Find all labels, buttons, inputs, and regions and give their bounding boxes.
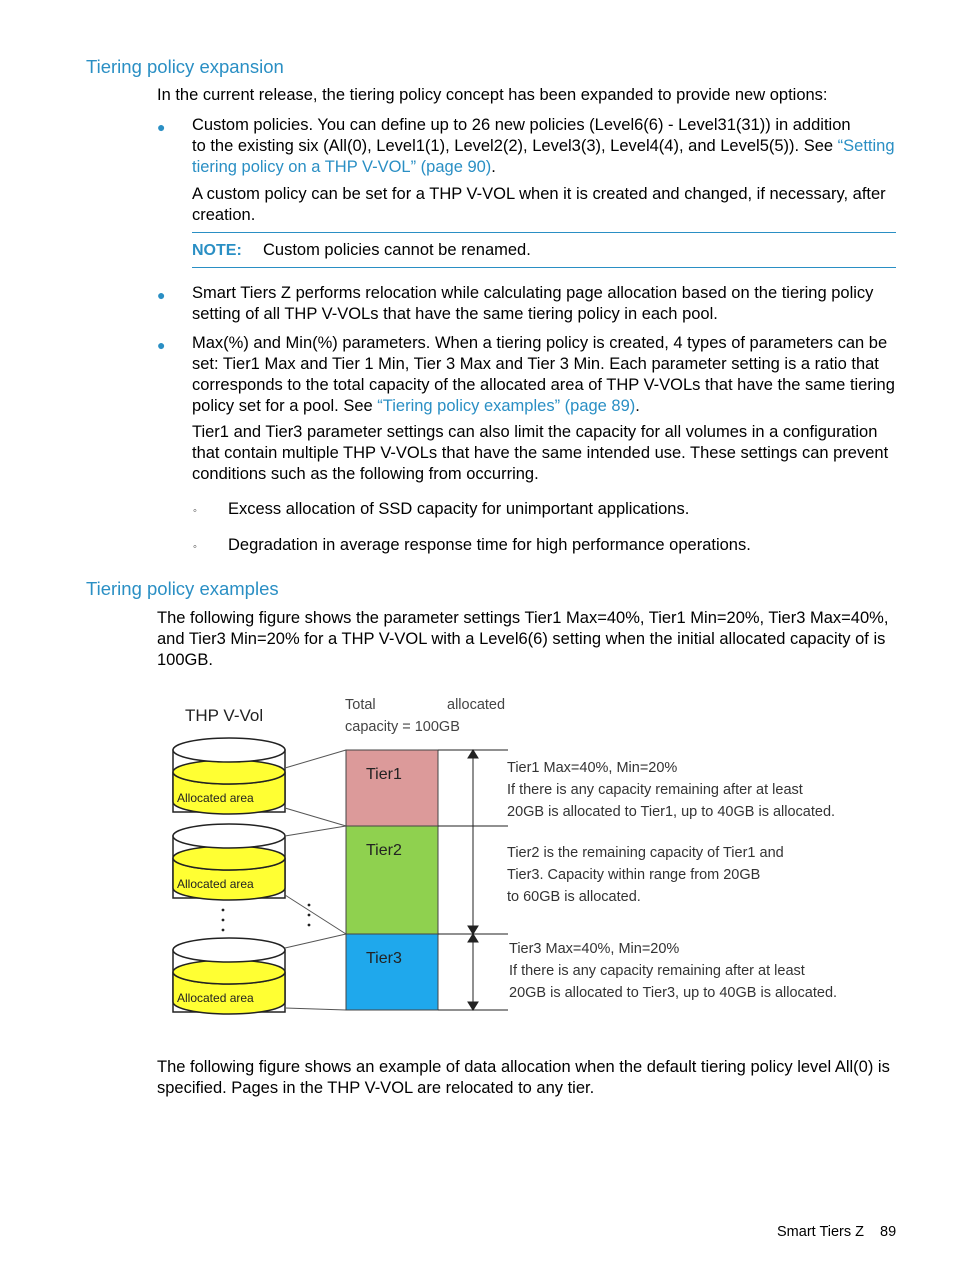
sub-bullet-icon: ◦ (193, 541, 197, 553)
tier-block (346, 750, 438, 826)
tier-descriptions (507, 760, 837, 1001)
footer-title: Smart Tiers Z (777, 1224, 865, 1240)
bullet3-suffix: . (635, 397, 640, 415)
disk-cylinder (173, 824, 285, 900)
bullet3-text: Max(%) and Min(%) parameters. When a tiering policy is created, 4 types of parameters can be set: Tier1 Max and Tier 1 Min, Tier 3 Max and Tier 3 Min. Each parameter setting is a ratio that corresponds to the total capacity of the allocated area of THP V-VOLs that have the same tiering policy set for a pool. See (192, 334, 895, 415)
bullet1-line2-text: to the existing six (All(0), Level1(1), Level2(2), Level3(3), Level4(4), and Level5(5)). See (192, 137, 834, 155)
disk-label: Allocated area (177, 991, 254, 1005)
note-text: Custom policies cannot be renamed. (263, 241, 531, 259)
closing-paragraph: The following figure shows an example of data allocation when the default tiering policy level All(0) is specified. Pages in the THP V-VOL are relocated to any tier. (157, 1058, 890, 1097)
tiering-policy-figure (165, 690, 885, 1020)
tier-label: Tier3 (366, 950, 402, 967)
tier-description-line: Tier3 Max=40%, Min=20% (509, 941, 680, 957)
disk-cylinder (173, 938, 285, 1014)
bullet1-line2 (192, 136, 897, 157)
figure-vol-title: THP V-Vol (185, 706, 264, 725)
bullet-max-min (192, 333, 897, 417)
tier-description-line: to 60GB is allocated. (507, 889, 641, 905)
sub-item-response-time: Degradation in average response time for high performance operations. (228, 536, 751, 554)
tier-label: Tier1 (366, 766, 402, 783)
ellipsis-dots (222, 904, 311, 932)
figure-capacity-label: capacity = 100GB (345, 719, 460, 735)
bullet-icon: ● (157, 119, 166, 135)
figure-total-label: Total (345, 697, 376, 713)
bullet-icon: ● (157, 337, 166, 353)
link-setting-tiering-policy-part2[interactable]: tiering policy on a THP V-VOL” (page 90) (192, 158, 492, 176)
tier-description-line: 20GB is allocated to Tier3, up to 40GB is allocated. (509, 985, 838, 1001)
link-tiering-policy-examples[interactable]: “Tiering policy examples” (page 89) (377, 397, 636, 415)
link-setting-tiering-policy-part1[interactable]: “Setting (837, 137, 895, 155)
tier-block (346, 934, 438, 1010)
tier-description-line: 20GB is allocated to Tier1, up to 40GB is allocated. (507, 804, 836, 820)
disk-label: Allocated area (177, 791, 254, 805)
bullet1-suffix: . (491, 158, 496, 176)
disk-stack (173, 738, 285, 1014)
bullet1-line3 (192, 157, 897, 178)
connector-lines (285, 750, 346, 1010)
expansion-intro: In the current release, the tiering policy concept has been expanded to provide new options: (157, 86, 828, 104)
sub-item-ssd: Excess allocation of SSD capacity for unimportant applications. (228, 500, 690, 518)
disk-label: Allocated area (177, 877, 254, 891)
bullet-icon: ● (157, 287, 166, 303)
tier-label: Tier2 (366, 842, 402, 859)
tier-description-line: If there is any capacity remaining after at least (509, 963, 805, 979)
tier-description-line: Tier2 is the remaining capacity of Tier1 and (507, 845, 784, 861)
bullet-relocation: Smart Tiers Z performs relocation while calculating page allocation based on the tiering policy setting of all THP V-VOLs that have the same tiering policy in each pool. (192, 284, 874, 323)
figure-allocated-label: allocated (447, 697, 506, 713)
bullet-custom-policies (192, 115, 897, 178)
bullet3-followup: Tier1 and Tier3 parameter settings can also limit the capacity for all volumes in a configuration that contain multiple THP V-VOLs that have the same intended use. These settings can prevent conditions such as the following from occurring. (192, 423, 889, 483)
range-arrows (438, 750, 508, 1010)
sub-bullet-icon: ◦ (193, 505, 197, 517)
page-number: 89 (880, 1224, 897, 1240)
tier-description-line: If there is any capacity remaining after at least (507, 782, 803, 798)
disk-cylinder (173, 738, 285, 814)
section-heading-expansion: Tiering policy expansion (86, 56, 284, 77)
section-heading-examples: Tiering policy examples (86, 578, 279, 599)
note-box (192, 232, 896, 268)
examples-intro: The following figure shows the parameter settings Tier1 Max=40%, Tier1 Min=20%, Tier3 Max=40%, and Tier3 Min=20% for a THP V-VOL with a Level6(6) setting when the initial allocated capacity of is 100GB. (157, 609, 889, 669)
tier-description-line: Tier1 Max=40%, Min=20% (507, 760, 678, 776)
tier-column (346, 750, 438, 1010)
tier-description-line: Tier3. Capacity within range from 20GB (507, 867, 761, 883)
note-label: NOTE: (192, 242, 242, 259)
bullet1-line1: Custom policies. You can define up to 26 new policies (Level6(6) - Level31(31)) in addition (192, 116, 851, 134)
bullet1-followup: A custom policy can be set for a THP V-VOL when it is created and changed, if necessary, after creation. (192, 185, 886, 224)
